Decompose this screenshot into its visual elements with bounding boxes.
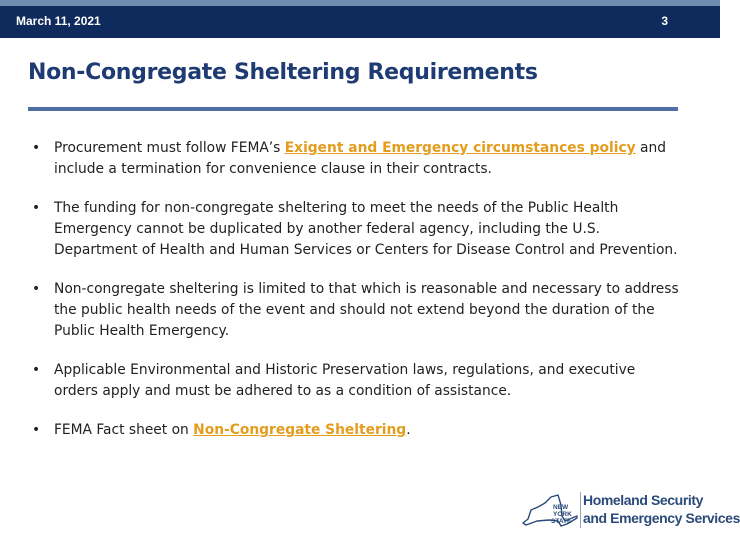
bullet-text: FEMA Fact sheet on (54, 422, 194, 438)
bullet-icon: • (32, 140, 41, 156)
list-item (32, 198, 682, 261)
bullet-text: The funding for non-congregate sheltering to meet the needs of the Public Health Emergency cannot be duplicated by another federal agency, including the U.S. Department of Health and Human Services or Centers for Disease Control and Prevention. (54, 200, 678, 258)
list-item (32, 420, 682, 441)
list-item (32, 360, 682, 402)
bullet-text: and include a termination for convenience clause in their contracts. (54, 140, 666, 177)
logo-divider (580, 492, 581, 528)
slide-header-bar (0, 6, 720, 38)
bullet-text: Applicable Environmental and Historic Preservation laws, regulations, and executive orders apply and must be adhered to as a condition of assistance. (54, 362, 636, 399)
bullet-icon: • (32, 362, 41, 378)
list-item (32, 279, 682, 342)
bullet-text: Procurement must follow FEMA’s (54, 140, 285, 156)
slide-date: March 11, 2021 (16, 14, 101, 28)
list-item (32, 138, 682, 180)
logo-state-word: YORK (553, 511, 572, 518)
exigent-policy-link[interactable]: Exigent and Emergency circumstances policy (284, 140, 636, 156)
bullet-icon: • (32, 200, 41, 216)
new-york-state-map-icon (520, 490, 578, 530)
page-number: 3 (661, 14, 668, 28)
requirements-list (32, 138, 682, 459)
logo-org-line-1: Homeland Security (583, 492, 704, 508)
bullet-icon: • (32, 422, 41, 438)
page-title: Non-Congregate Sheltering Requirements (28, 60, 538, 85)
bullet-icon: • (32, 281, 41, 297)
nys-dhses-logo (520, 490, 740, 532)
logo-state-word: STATE (551, 518, 572, 525)
logo-org-line-2: and Emergency Services (583, 510, 740, 526)
title-underline (28, 107, 678, 111)
non-congregate-fact-sheet-link[interactable]: Non-Congregate Sheltering (193, 422, 407, 438)
bullet-text: Non-congregate sheltering is limited to that which is reasonable and necessary to address the public health needs of the event and should not extend beyond the duration of the Public Health Emergency. (54, 281, 679, 339)
bullet-text: . (406, 422, 411, 438)
logo-state-word: NEW (553, 504, 569, 511)
